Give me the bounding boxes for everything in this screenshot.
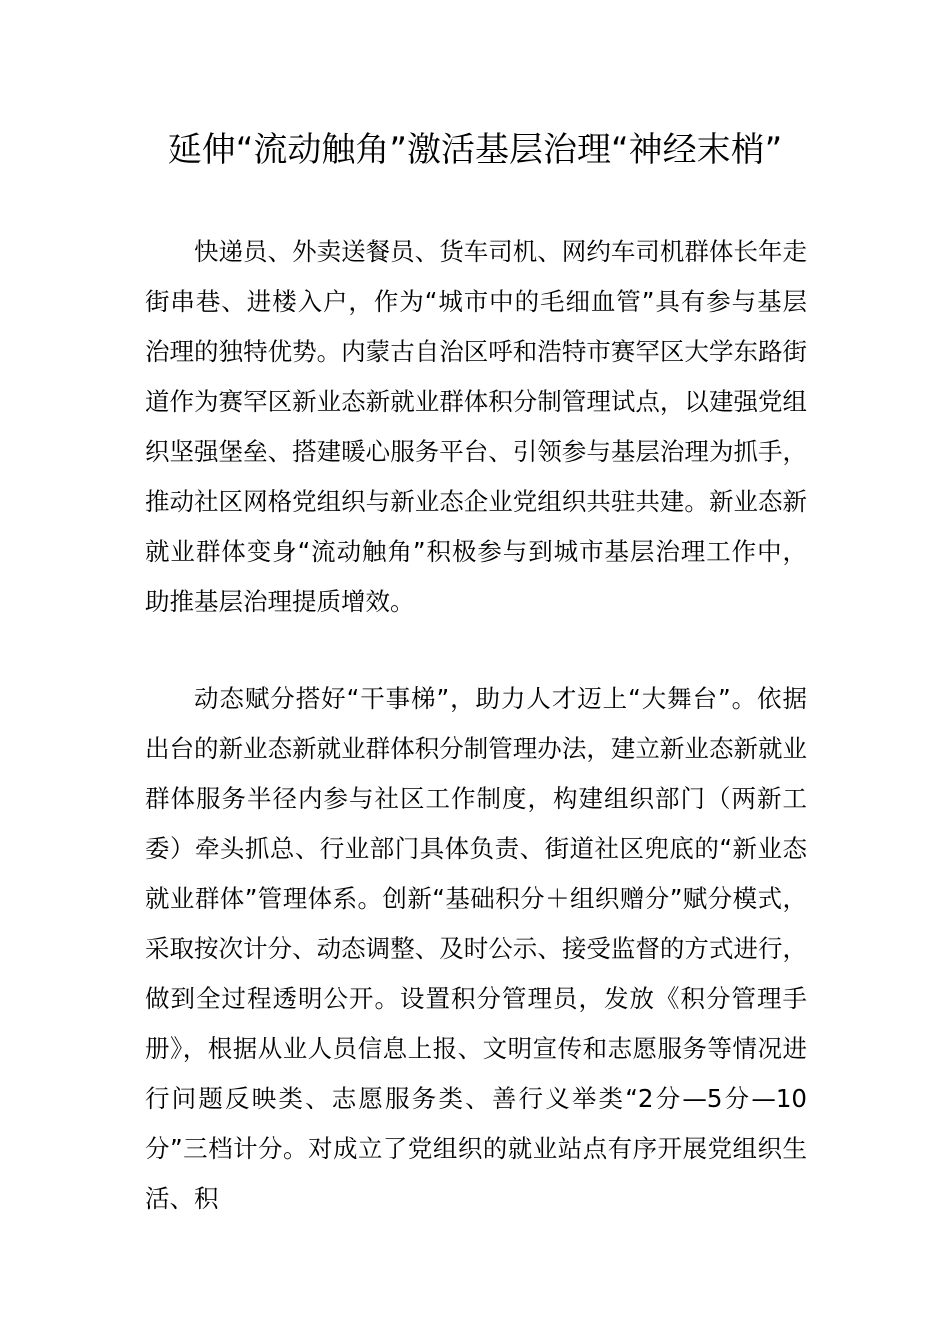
- document-title: 延伸“流动触角”激活基层治理“神经末梢”: [167, 130, 783, 170]
- body-paragraph-1: 快递员、外卖送餐员、货车司机、网约车司机群体长年走街串巷、进楼入户，作为“城市中的毛细血管”具有参与基层治理的独特优势。内蒙古自治区呼和浩特市赛罕区大学东路街道作为赛罕区新业态新就业群体积分制管理试点，以建强党组织坚强堡垒、搭建暖心服务平台、引领参与基层治理为抓手，推动社区网格党组织与新业态企业党组织共驻共建。新业态新就业群体变身“流动触角”积极参与到城市基层治理工作中，助推基层治理提质增效。: [145, 237, 807, 616]
- body-paragraph-2: 动态赋分搭好“干事梯”，助力人才迈上“大舞台”。依据出台的新业态新就业群体积分制管理办法，建立新业态新就业群体服务半径内参与社区工作制度，构建组织部门（两新工委）牵头抓总、行业部门具体负责、街道社区兜底的“新业态就业群体”管理体系。创新“基础积分＋组织赠分”赋分模式，采取按次计分、动态调整、及时公示、接受监督的方式进行，做到全过程透明公开。设置积分管理员，发放《积分管理手册》，根据从业人员信息上报、文明宣传和志愿服务等情况进行问题反映类、志愿服务类、善行义举类“2分—5分—10分”三档计分。对成立了党组织的就业站点有序开展党组织生活、积: [145, 684, 807, 1213]
